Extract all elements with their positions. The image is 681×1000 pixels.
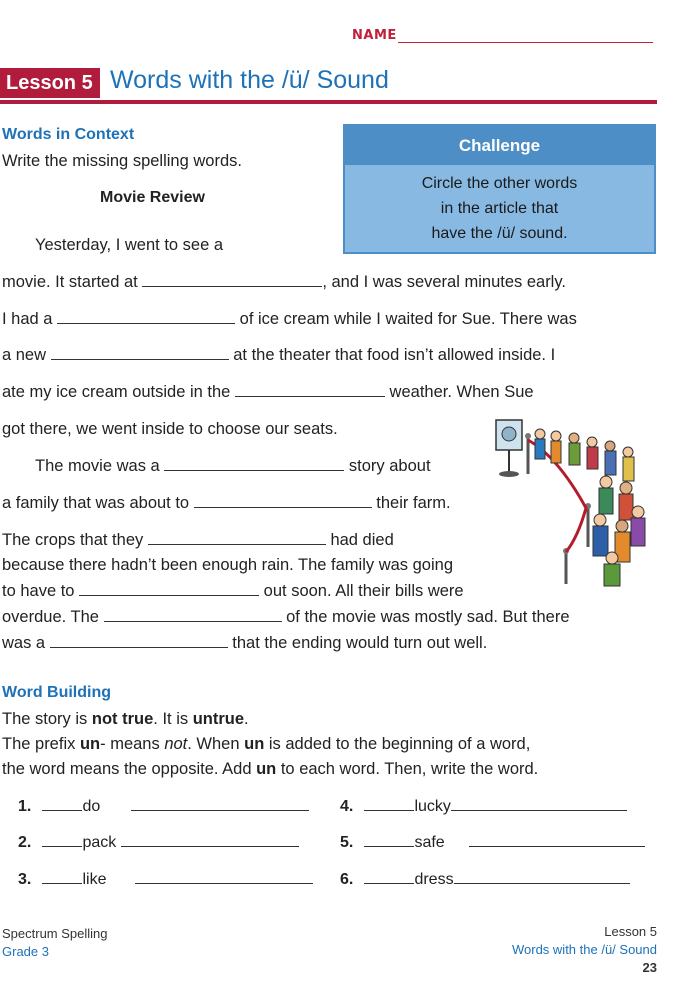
movie-line-illustration (478, 412, 658, 588)
challenge-box (343, 124, 656, 254)
exercise-item-3: 3. like (18, 871, 313, 889)
answer-blank[interactable] (79, 595, 259, 596)
exercise-item-6: 6. dress (340, 871, 630, 889)
story-line: a new at the theater that food isn’t allowed inside. I (2, 346, 556, 364)
story-line: I had a of ice cream while I waited for Sue. There was (2, 310, 577, 328)
story-line: The movie was a story about (35, 457, 431, 475)
word-building-line: the word means the opposite. Add un to each word. Then, write the word. (2, 760, 539, 778)
name-field[interactable] (398, 42, 653, 43)
answer-blank[interactable] (121, 846, 299, 847)
words-in-context-heading: Words in Context (2, 126, 135, 143)
header-divider (0, 100, 657, 104)
story-line: Yesterday, I went to see a (35, 236, 224, 254)
exercise-item-4: 4. lucky (340, 798, 627, 816)
story-line: The crops that they had died (2, 531, 394, 549)
word-building-line: The prefix un- means not. When un is added to the beginning of a word, (2, 735, 531, 753)
page-number: 23 (642, 960, 657, 975)
exercise-item-5: 5. safe (340, 834, 645, 852)
lesson-badge: Lesson 5 (0, 68, 100, 98)
word-building-heading: Word Building (2, 684, 112, 701)
prefix-blank[interactable] (42, 810, 82, 811)
story-line: to have to out soon. All their bills were (2, 582, 464, 600)
word-building-line: The story is not true. It is untrue. (2, 710, 249, 728)
context-instruction: Write the missing spelling words. (2, 152, 242, 170)
exercise-item-2: 2. pack (18, 834, 299, 852)
prefix-blank[interactable] (364, 810, 414, 811)
challenge-heading: Challenge (345, 126, 654, 165)
answer-blank[interactable] (235, 396, 385, 397)
footer-left: Spectrum Spelling Grade 3 (2, 926, 108, 959)
prefix-blank[interactable] (364, 883, 414, 884)
prefix-blank[interactable] (42, 846, 82, 847)
story-line: overdue. The of the movie was mostly sad. But there (2, 608, 570, 626)
answer-blank[interactable] (451, 810, 627, 811)
story-line: because there hadn’t been enough rain. The family was going (2, 556, 454, 574)
answer-blank[interactable] (50, 647, 228, 648)
exercise-item-1: 1. do (18, 798, 309, 816)
answer-blank[interactable] (454, 883, 630, 884)
answer-blank[interactable] (142, 286, 322, 287)
prefix-blank[interactable] (364, 846, 414, 847)
challenge-text: Circle the other words in the article that have the /ü/ sound. (421, 175, 578, 242)
story-line: a family that was about to their farm. (2, 494, 451, 512)
lesson-title: Words with the /ü/ Sound (110, 66, 389, 94)
answer-blank[interactable] (135, 883, 313, 884)
answer-blank[interactable] (104, 621, 282, 622)
answer-blank[interactable] (469, 846, 645, 847)
story-line: got there, we went inside to choose our seats. (2, 420, 338, 438)
name-label: NAME (352, 28, 397, 43)
answer-blank[interactable] (51, 359, 229, 360)
answer-blank[interactable] (164, 470, 344, 471)
answer-blank[interactable] (194, 507, 372, 508)
article-title: Movie Review (100, 189, 205, 206)
story-line: ate my ice cream outside in the weather. When Sue (2, 383, 534, 401)
story-line: movie. It started at , and I was several minutes early. (2, 273, 566, 291)
story-line: was a that the ending would turn out well. (2, 634, 488, 652)
footer-right: Lesson 5 Words with the /ü/ Sound 23 (511, 924, 657, 975)
prefix-blank[interactable] (42, 883, 82, 884)
answer-blank[interactable] (131, 810, 309, 811)
answer-blank[interactable] (148, 544, 326, 545)
answer-blank[interactable] (57, 323, 235, 324)
